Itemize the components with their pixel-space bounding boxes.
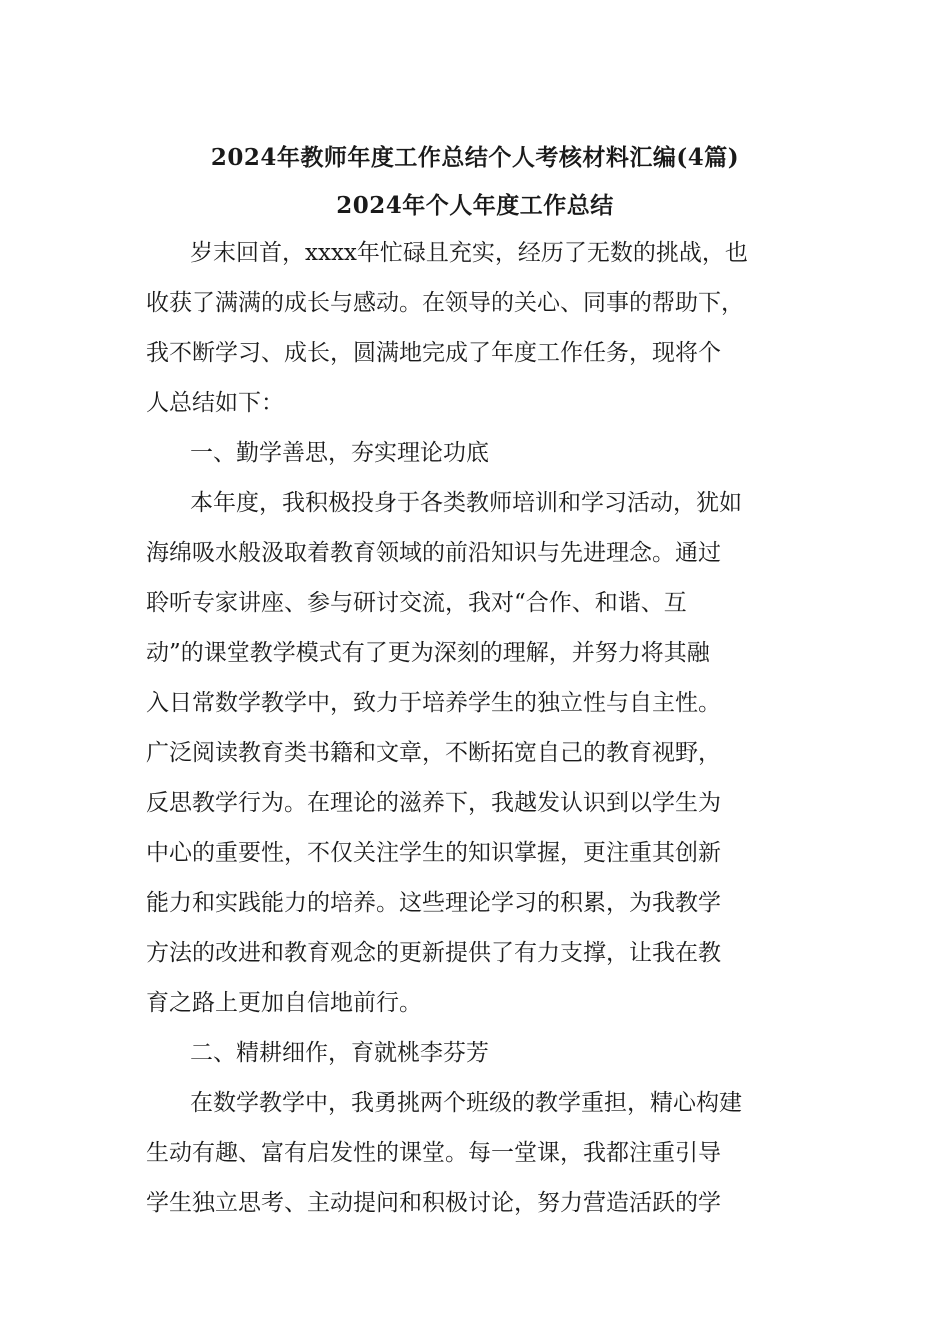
document-title: 2024年教师年度工作总结个人考核材料汇编(4篇) xyxy=(210,144,740,171)
paragraph-line: 动”的课堂教学模式有了更为深刻的理解，并努力将其融 xyxy=(146,640,710,666)
section-heading: 一、勤学善思，夯实理论功底 xyxy=(190,440,489,466)
paragraph-line: 收获了满满的成长与感动。在领导的关心、同事的帮助下， xyxy=(146,290,744,316)
paragraph-line: 中心的重要性，不仅关注学生的知识掌握，更注重其创新 xyxy=(146,840,721,866)
paragraph-line: 本年度，我积极投身于各类教师培训和学习活动，犹如 xyxy=(190,490,742,516)
paragraph-line: 入日常数学教学中，致力于培养学生的独立性与自主性。 xyxy=(146,690,721,716)
paragraph-line: 生动有趣、富有启发性的课堂。每一堂课，我都注重引导 xyxy=(146,1140,721,1166)
paragraph-line: 我不断学习、成长，圆满地完成了年度工作任务，现将个 xyxy=(146,340,721,366)
document-subtitle: 2024年个人年度工作总结 xyxy=(336,192,614,219)
paragraph-line: 育之路上更加自信地前行。 xyxy=(146,990,422,1016)
paragraph-line: 岁末回首，xxxx年忙碌且充实，经历了无数的挑战，也 xyxy=(190,240,748,266)
paragraph-line: 广泛阅读教育类书籍和文章，不断拓宽自己的教育视野， xyxy=(146,740,721,766)
paragraph-line: 学生独立思考、主动提问和积极讨论，努力营造活跃的学 xyxy=(146,1190,721,1216)
paragraph-line: 在数学教学中，我勇挑两个班级的教学重担，精心构建 xyxy=(190,1090,742,1116)
paragraph-line: 人总结如下： xyxy=(146,390,284,416)
paragraph-line: 聆听专家讲座、参与研讨交流，我对“合作、和谐、互 xyxy=(146,590,687,616)
paragraph-line: 海绵吸水般汲取着教育领域的前沿知识与先进理念。通过 xyxy=(146,540,721,566)
section-heading: 二、精耕细作，育就桃李芬芳 xyxy=(190,1040,489,1066)
paragraph-line: 能力和实践能力的培养。这些理论学习的积累，为我教学 xyxy=(146,890,721,916)
paragraph-line: 方法的改进和教育观念的更新提供了有力支撑，让我在教 xyxy=(146,940,721,966)
paragraph-line: 反思教学行为。在理论的滋养下，我越发认识到以学生为 xyxy=(146,790,721,816)
